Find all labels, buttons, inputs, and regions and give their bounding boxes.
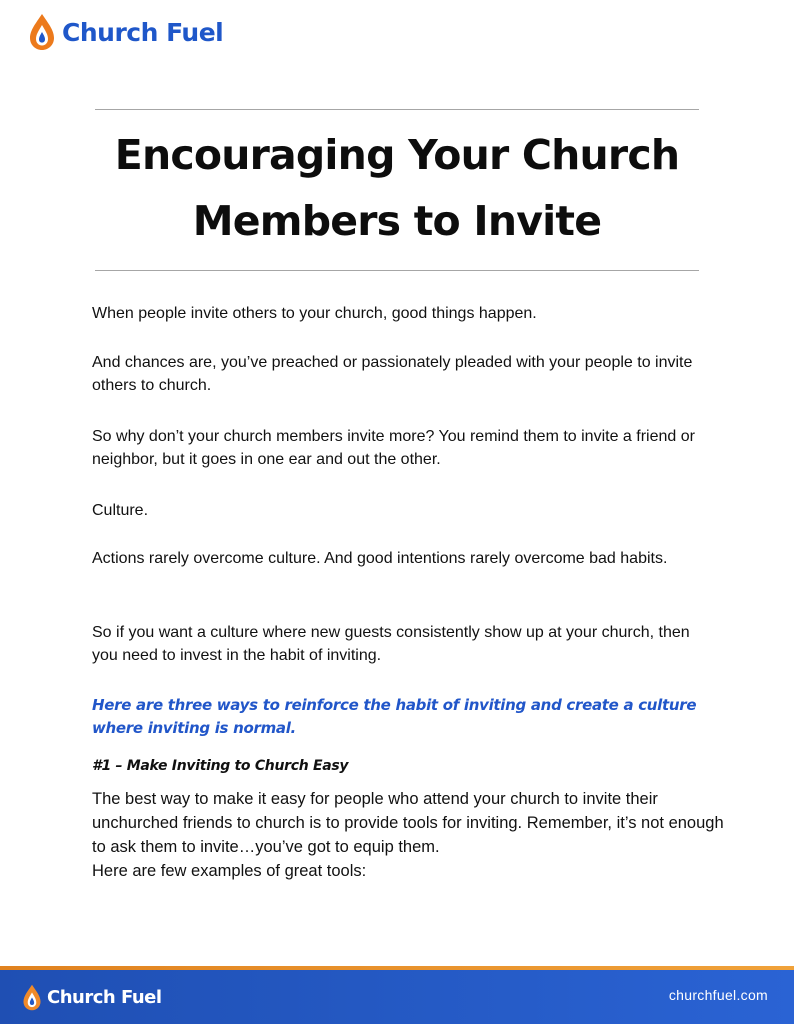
paragraph: When people invite others to your church, good things happen. [92,305,537,322]
footer-brand-name: Church Fuel [47,987,162,1008]
footer-bar [0,970,794,1024]
paragraph: Culture. [92,502,149,519]
title-line-1: Encouraging Your Church [114,131,680,179]
section-heading: #1 – Make Inviting to Church Easy [92,758,349,774]
paragraph: So if you want a culture where new guests consistently show up at your church, then you need to invest in the habit of inviting. [92,624,690,664]
title-line-2: Members to Invite [192,197,602,245]
callout-text: Here are three ways to reinforce the habit of inviting and create a culture where inviting is normal. [92,696,697,737]
section-body-text: The best way to make it easy for people who attend your church to invite their unchurched friends to church is to provide tools for inviting. Remember, it’s not enough to ask them to invite…you’ve got to equip them. [92,790,724,856]
page-title [95,122,699,254]
paragraph: So why don’t your church members invite more? You remind them to invite a friend or neighbor, but it goes in one ear and out the other. [92,428,695,468]
flame-drop-icon [22,984,42,1011]
title-bottom-divider [95,270,699,271]
title-top-divider [95,109,699,110]
header-logo [28,12,223,52]
brand-name: Church Fuel [62,17,224,47]
section-body [92,787,732,883]
paragraph: Actions rarely overcome culture. And good intentions rarely overcome bad habits. [92,550,668,567]
flame-drop-icon [28,13,56,51]
section-body-lead-in: Here are few examples of great tools: [92,862,367,880]
website-link[interactable]: churchfuel.com [668,987,768,1003]
footer-logo [22,984,162,1011]
paragraph: And chances are, you’ve preached or passionately pleaded with your people to invite others to church. [92,354,693,394]
